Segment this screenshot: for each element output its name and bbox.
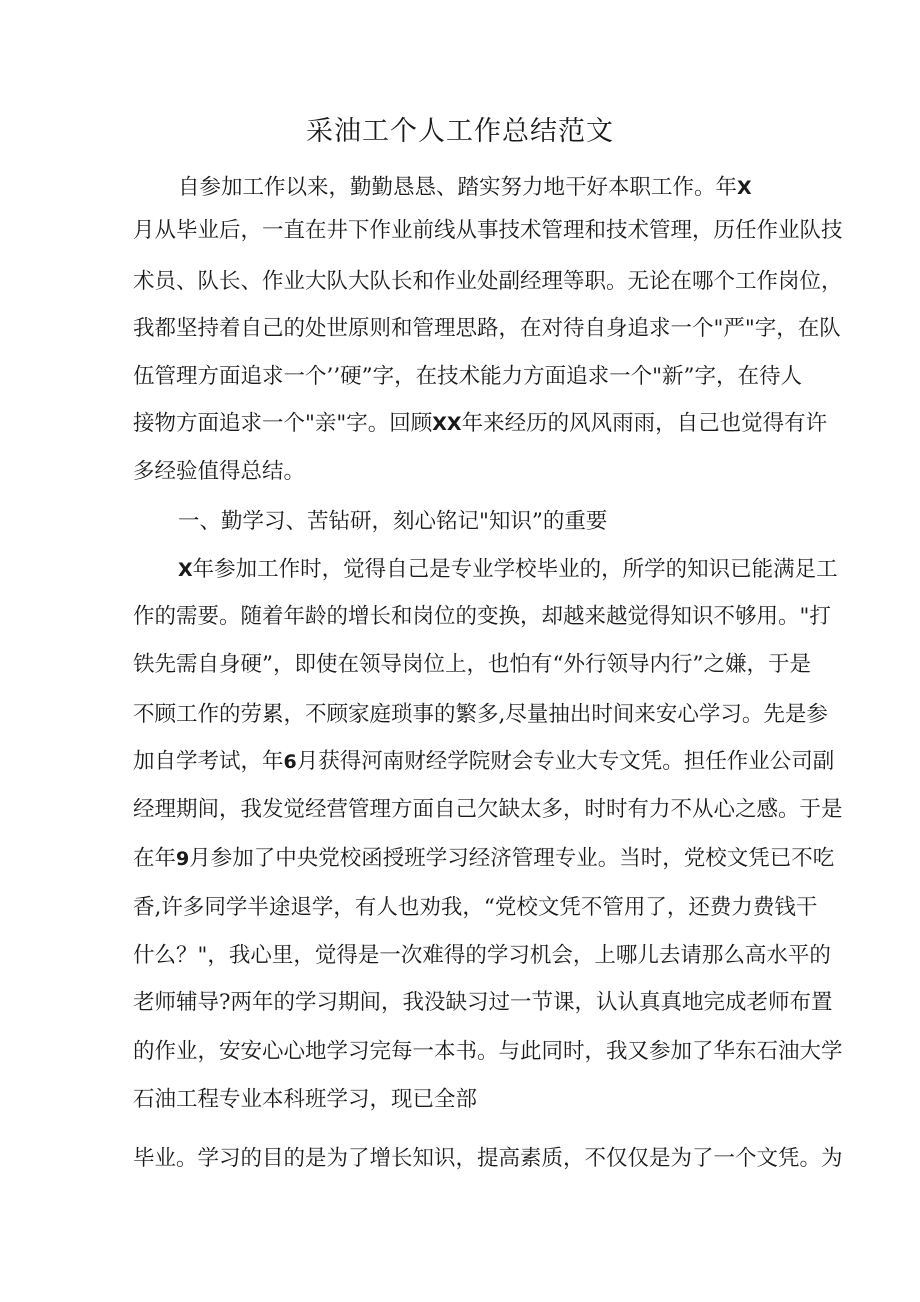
text-run: 年来经历的风风雨雨，自己也觉得有许 — [461, 411, 828, 436]
paragraph-2-line-9: 什么？"，我心里，觉得是一次难得的学习机会，上哪儿去请那么高水平的 — [133, 943, 831, 968]
text-run: 加自学考试，年 — [133, 749, 284, 774]
text-run: 自参加工作以来，勤勤恳恳、踏实努力地干好本职工作。年 — [178, 175, 738, 200]
paragraph-2-line-6: 经理期间，我发觉经营管理方面自己欠缺太多，时时有力不从心之感。于是 — [133, 797, 843, 822]
paragraph-2-line-4: 不顾工作的劳累，不顾家庭琐事的繁多,尽量抽出时间来安心学习。先是参 — [133, 702, 828, 727]
paragraph-2-line-1 — [178, 554, 838, 586]
paragraph-1-line-6 — [133, 408, 828, 440]
paragraph-2-line-7 — [133, 843, 835, 875]
paragraph-1-line-4: 我都坚持着自己的处世原则和管理思路，在对待自身追求一个"严"字，在队 — [133, 316, 841, 341]
paragraph-1-line-1 — [178, 172, 752, 204]
paragraph-2-line-5 — [133, 746, 835, 778]
year-placeholder: X — [178, 559, 193, 581]
paragraph-2-line-10: 老师辅导?两年的学习期间，我没缺习过一节课，认认真真地完成老师布置 — [133, 990, 833, 1015]
paragraph-1-line-5: 伍管理方面追求一个’’硬”字，在技术能力方面追求一个"新”字，在待人 — [133, 364, 803, 389]
paragraph-2-line-8: 香,许多同学半途退学，有人也劝我，“党校文凭不管用了，还费力费钱干 — [133, 895, 818, 920]
year-placeholder: X — [737, 177, 752, 199]
paragraph-1-line-2: 月从毕业后，一直在井下作业前线从事技术管理和技术管理，历任作业队技 — [133, 218, 843, 243]
text-run: 在年 — [133, 846, 177, 871]
text-run: 月获得河南财经学院财会专业大专文凭。担任作业公司副 — [296, 749, 835, 774]
text-run: 接物方面追求一个"亲"字。回顾 — [133, 411, 433, 436]
paragraph-1-line-7: 多经验值得总结。 — [133, 459, 306, 484]
paragraph-3-line-1: 毕业。学习的目的是为了增长知识，提高素质，不仅仅是为了一个文凭。为 — [133, 1146, 843, 1171]
section-heading-1: 一、勤学习、苦钻研，刻心铭记"知识”的重要 — [178, 509, 608, 534]
paragraph-1-line-3: 术员、队长、作业大队大队长和作业处副经理等职。无论在哪个工作岗位， — [133, 269, 843, 294]
month-number: 9 — [176, 848, 190, 870]
text-run: 年参加工作时，觉得自己是专业学校毕业的，所学的知识已能满足工 — [192, 557, 838, 582]
month-number: 6 — [283, 751, 297, 773]
text-run: 月参加了中央党校函授班学习经济管理专业。当时，党校文凭已不吃 — [189, 846, 835, 871]
paragraph-2-line-2: 作的需要。随着年龄的增长和岗位的变换，却越来越觉得知识不够用。"打 — [133, 604, 831, 629]
years-placeholder: XX — [432, 413, 462, 435]
paragraph-2-line-11: 的作业，安安心心地学习完每一本书。与此同时，我又参加了华东石油大学 — [133, 1039, 843, 1064]
paragraph-2-line-12: 石油工程专业本科班学习，现已全部 — [133, 1087, 478, 1112]
document-title: 采油工个人工作总结范文 — [306, 116, 614, 147]
paragraph-2-line-3: 铁先需自身硬”，即使在领导岗位上，也怕有“外行领导内行”之嫌，于是 — [133, 652, 811, 677]
